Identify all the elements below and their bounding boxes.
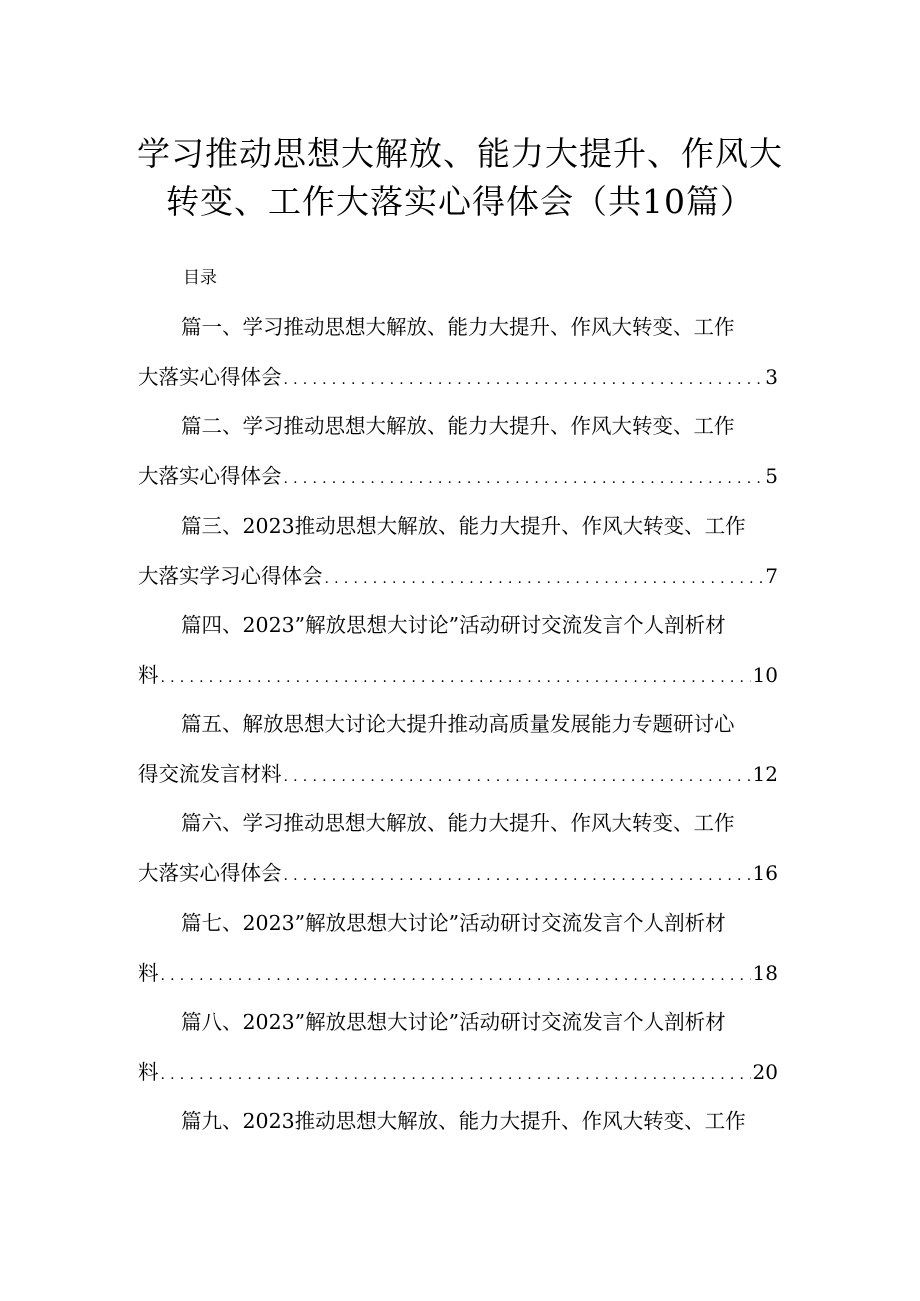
- toc-entry-title-end: 大落实心得体会: [138, 464, 282, 489]
- toc-entry-8[interactable]: [0, 1007, 920, 1106]
- toc-entry-title: 篇六、学习推动思想大解放、能力大提升、作风大转变、工作: [181, 811, 735, 836]
- toc-page-number: 12: [752, 762, 778, 787]
- toc-entry-3[interactable]: [0, 511, 920, 610]
- toc-entry-title: 篇五、解放思想大讨论大提升推动高质量发展能力专题研讨心: [181, 712, 735, 737]
- toc-label: 目录: [183, 268, 217, 288]
- dot-leader: [161, 1060, 751, 1090]
- dot-leader: [284, 464, 764, 494]
- toc-entry-title-end: 料: [138, 960, 159, 985]
- title-line-2: 转变、工作大落实心得体会（共10篇）: [166, 182, 754, 221]
- toc-entry-2[interactable]: [0, 411, 920, 510]
- toc-entry-7[interactable]: [0, 908, 920, 1007]
- toc-entry-1[interactable]: [0, 312, 920, 411]
- toc-entry-continuation: [138, 759, 778, 792]
- toc-page-number: 3: [765, 365, 778, 389]
- toc-entry-continuation: [138, 362, 778, 395]
- toc-entry-title-end: 大落实心得体会: [138, 365, 282, 389]
- toc-entry-title: 篇三、2023推动思想大解放、能力大提升、作风大转变、工作: [181, 513, 746, 538]
- toc-entry-9[interactable]: [0, 1106, 920, 1205]
- toc-entry-title-end: 大落实学习心得体会: [138, 563, 323, 588]
- title-line-1: 学习推动思想大解放、能力大提升、作风大: [137, 134, 783, 173]
- toc-page-number: 20: [752, 1060, 778, 1085]
- toc-page-number: 7: [765, 563, 778, 588]
- dot-leader: [325, 564, 764, 594]
- toc-entry-continuation: [138, 660, 778, 693]
- dot-leader: [284, 861, 751, 891]
- dot-leader: [161, 961, 751, 991]
- toc-page-number: 16: [752, 861, 778, 886]
- toc-entry-title-end: 料: [138, 662, 159, 687]
- toc-entry-title: 篇四、2023”解放思想大讨论”活动研讨交流发言个人剖析材: [181, 612, 726, 637]
- toc-page-number: 10: [752, 662, 778, 687]
- toc-entry-title-end: 大落实心得体会: [138, 861, 282, 886]
- dot-leader: [161, 663, 751, 693]
- toc-entry-4[interactable]: [0, 610, 920, 709]
- dot-leader: [284, 762, 751, 792]
- table-of-contents: [0, 312, 920, 1206]
- toc-entry-title: 篇七、2023”解放思想大讨论”活动研讨交流发言个人剖析材: [181, 910, 726, 935]
- toc-page-number: 5: [765, 464, 778, 489]
- toc-entry-title-end: 得交流发言材料: [138, 762, 282, 787]
- toc-entry-title: 篇九、2023推动思想大解放、能力大提升、作风大转变、工作: [181, 1109, 746, 1134]
- toc-entry-title: 篇一、学习推动思想大解放、能力大提升、作风大转变、工作: [181, 315, 735, 339]
- toc-entry-continuation: [138, 958, 778, 991]
- toc-entry-continuation: [138, 858, 778, 891]
- toc-entry-title: 篇八、2023”解放思想大讨论”活动研讨交流发言个人剖析材: [181, 1010, 726, 1035]
- toc-entry-5[interactable]: [0, 709, 920, 808]
- toc-entry-continuation: [138, 1057, 778, 1090]
- toc-entry-6[interactable]: [0, 808, 920, 907]
- toc-page-number: 18: [752, 960, 778, 985]
- dot-leader: [284, 365, 764, 395]
- toc-entry-continuation: [138, 461, 778, 494]
- document-title: [120, 130, 800, 226]
- toc-entry-continuation: [138, 561, 778, 594]
- toc-entry-title-end: 料: [138, 1060, 159, 1085]
- toc-entry-title: 篇二、学习推动思想大解放、能力大提升、作风大转变、工作: [181, 414, 735, 439]
